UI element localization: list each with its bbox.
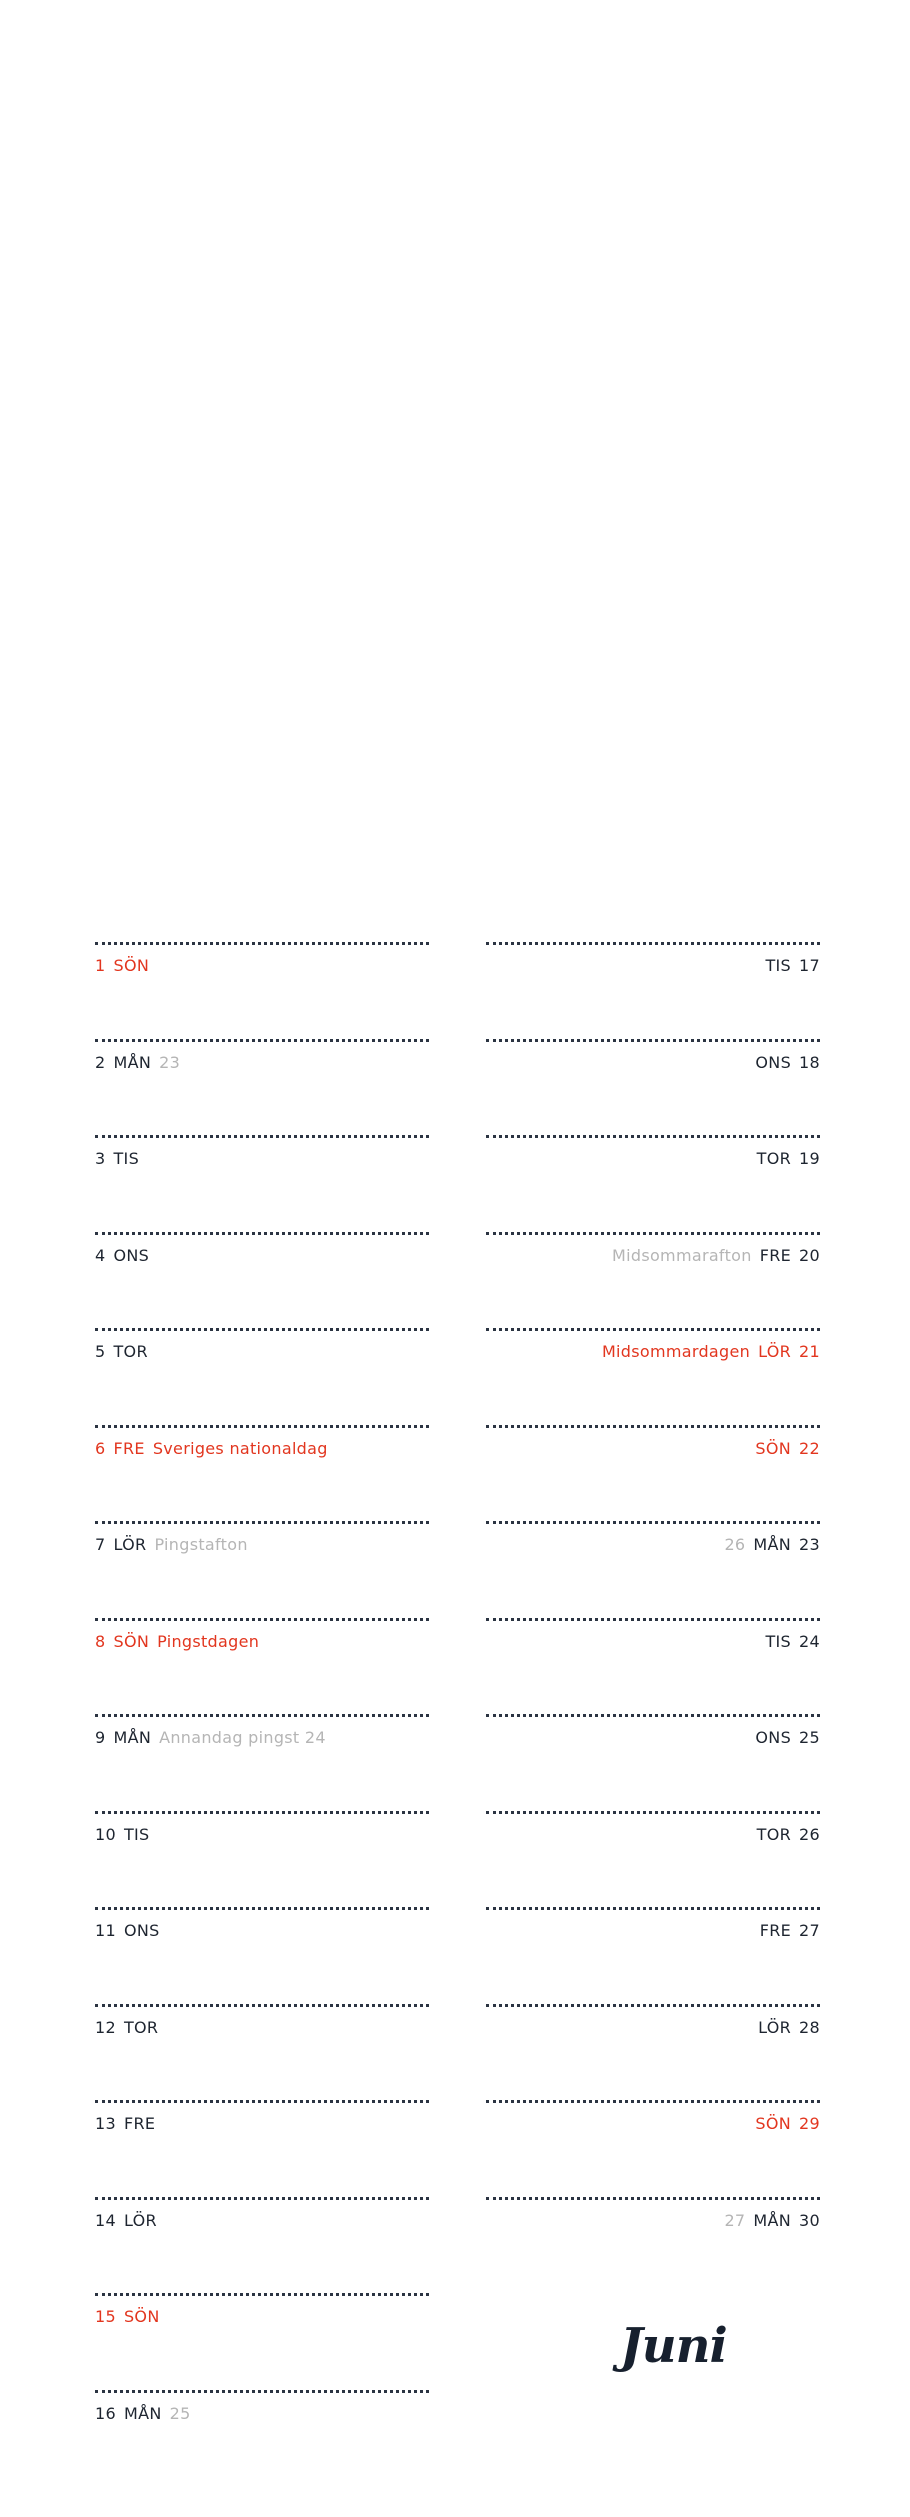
- weekday-label: ONS: [755, 1052, 792, 1072]
- day-row: [95, 942, 429, 1039]
- weekday-label: TIS: [123, 1824, 150, 1844]
- day-row: [95, 2004, 429, 2101]
- day-row: [95, 2390, 429, 2487]
- day-row: [95, 2293, 429, 2390]
- weekday-label: SÖN: [755, 2114, 792, 2133]
- weekday-label: SÖN: [123, 2307, 160, 2326]
- day-number: 5: [95, 1342, 106, 1361]
- day-row: [486, 2100, 820, 2197]
- day-row: [486, 2197, 820, 2294]
- secondary-label: 23: [159, 1052, 181, 1072]
- weekday-label: SÖN: [113, 1631, 150, 1651]
- holiday-label: Pingstdagen: [157, 1631, 260, 1651]
- day-row: [95, 1714, 429, 1811]
- secondary-label: 25: [169, 2403, 191, 2423]
- day-number: 3: [95, 1149, 106, 1168]
- weekday-label: FRE: [759, 1921, 792, 1940]
- right-day-column: [486, 942, 820, 2293]
- day-row: [95, 1328, 429, 1425]
- day-row: [486, 1521, 820, 1618]
- day-row: [486, 1039, 820, 1136]
- day-row: [95, 1521, 429, 1618]
- weekday-label: TIS: [113, 1149, 140, 1168]
- weekday-label: LÖR: [758, 1342, 792, 1361]
- day-number: 28: [799, 2017, 820, 2037]
- day-row: [486, 942, 820, 1039]
- secondary-label: 27: [724, 2210, 746, 2230]
- day-number: 2: [95, 1052, 106, 1072]
- weekday-label: MÅN: [113, 1052, 152, 1072]
- day-number: 27: [799, 1921, 820, 1940]
- day-number: 21: [799, 1342, 820, 1361]
- weekday-label: FRE: [113, 1438, 145, 1458]
- day-row: [486, 1907, 820, 2004]
- weekday-label: TOR: [113, 1342, 148, 1361]
- day-row: [95, 1425, 429, 1522]
- weekday-label: SÖN: [113, 956, 150, 975]
- weekday-label: MÅN: [123, 2403, 162, 2423]
- day-row: [95, 1039, 429, 1136]
- day-row: [486, 1328, 820, 1425]
- day-number: 16: [95, 2403, 116, 2423]
- day-row: [95, 1618, 429, 1715]
- holiday-label: Midsommardagen: [601, 1342, 751, 1361]
- weekday-label: LÖR: [123, 2210, 157, 2230]
- day-number: 13: [95, 2114, 116, 2133]
- secondary-label: Annandag pingst 24: [159, 1728, 326, 1747]
- day-number: 6: [95, 1438, 106, 1458]
- secondary-label: Pingstafton: [154, 1535, 248, 1554]
- weekday-label: MÅN: [753, 2210, 792, 2230]
- weekday-label: TIS: [765, 956, 792, 975]
- day-row: [95, 1135, 429, 1232]
- day-number: 22: [799, 1438, 820, 1458]
- day-row: [95, 2100, 429, 2197]
- weekday-label: ONS: [113, 1245, 150, 1265]
- weekday-label: LÖR: [113, 1535, 147, 1554]
- day-number: 24: [799, 1631, 820, 1651]
- weekday-label: SÖN: [755, 1438, 792, 1458]
- day-row: [486, 1232, 820, 1329]
- day-number: 18: [799, 1052, 820, 1072]
- day-number: 1: [95, 956, 106, 975]
- day-row: [95, 1232, 429, 1329]
- day-number: 15: [95, 2307, 116, 2326]
- day-row: [486, 2004, 820, 2101]
- day-row: [95, 1811, 429, 1908]
- day-number: 11: [95, 1921, 116, 1940]
- day-number: 12: [95, 2017, 116, 2037]
- day-number: 4: [95, 1245, 106, 1265]
- day-number: 10: [95, 1824, 116, 1844]
- weekday-label: FRE: [759, 1245, 792, 1265]
- day-row: [95, 2197, 429, 2294]
- day-number: 30: [799, 2210, 820, 2230]
- day-number: 29: [799, 2114, 820, 2133]
- weekday-label: TOR: [756, 1824, 792, 1844]
- holiday-label: Sveriges nationaldag: [152, 1438, 328, 1458]
- weekday-label: ONS: [755, 1728, 792, 1747]
- day-number: 14: [95, 2210, 116, 2230]
- weekday-label: MÅN: [113, 1728, 152, 1747]
- weekday-label: LÖR: [758, 2017, 792, 2037]
- secondary-label: Midsommarafton: [612, 1245, 752, 1265]
- weekday-label: FRE: [123, 2114, 156, 2133]
- day-number: 8: [95, 1631, 106, 1651]
- day-number: 7: [95, 1535, 106, 1554]
- day-number: 9: [95, 1728, 106, 1747]
- day-row: [486, 1135, 820, 1232]
- day-row: [486, 1618, 820, 1715]
- day-row: [486, 1425, 820, 1522]
- day-number: 23: [799, 1535, 820, 1554]
- weekday-label: TOR: [756, 1149, 792, 1168]
- day-row: [95, 1907, 429, 2004]
- day-number: 19: [799, 1149, 820, 1168]
- day-number: 26: [799, 1824, 820, 1844]
- weekday-label: TIS: [765, 1631, 792, 1651]
- weekday-label: ONS: [123, 1921, 160, 1940]
- secondary-label: 26: [724, 1535, 746, 1554]
- left-day-column: [95, 942, 429, 2486]
- day-row: [486, 1811, 820, 1908]
- day-number: 20: [799, 1245, 820, 1265]
- month-title: Juni: [620, 2318, 727, 2374]
- day-number: 25: [799, 1728, 820, 1747]
- day-row: [486, 1714, 820, 1811]
- day-number: 17: [799, 956, 820, 975]
- weekday-label: MÅN: [753, 1535, 792, 1554]
- weekday-label: TOR: [123, 2017, 159, 2037]
